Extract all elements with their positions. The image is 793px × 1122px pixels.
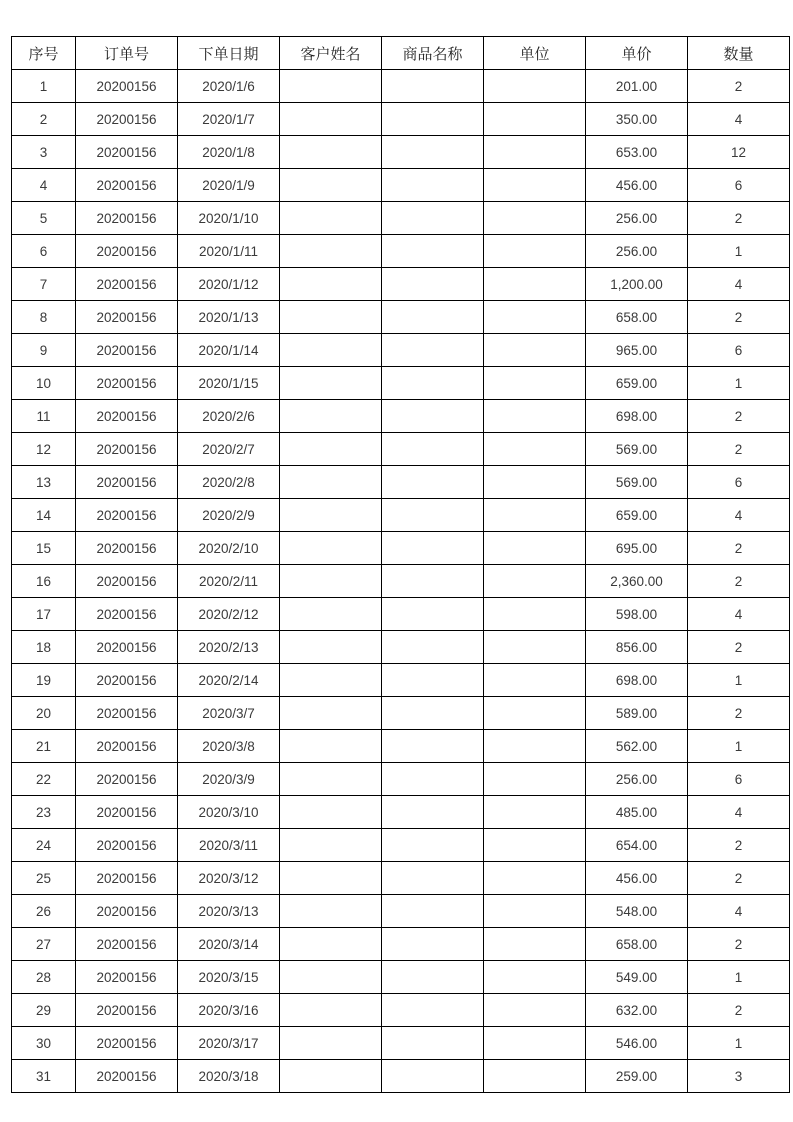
cell-unit-price: 658.00 (586, 301, 688, 334)
table-row (12, 70, 790, 103)
cell-order-no: 20200156 (76, 829, 178, 862)
cell-seq: 31 (12, 1060, 76, 1093)
cell-unit (484, 367, 586, 400)
header-quantity: 数量 (688, 37, 790, 70)
cell-quantity: 1 (688, 961, 790, 994)
cell-quantity: 4 (688, 499, 790, 532)
cell-product-name (382, 400, 484, 433)
cell-order-date: 2020/3/9 (178, 763, 280, 796)
cell-unit (484, 598, 586, 631)
cell-product-name (382, 961, 484, 994)
table-row (12, 565, 790, 598)
table-body (12, 70, 790, 1093)
cell-seq: 7 (12, 268, 76, 301)
cell-customer-name (280, 433, 382, 466)
cell-order-no: 20200156 (76, 334, 178, 367)
cell-unit (484, 796, 586, 829)
table-row (12, 796, 790, 829)
cell-customer-name (280, 499, 382, 532)
cell-order-date: 2020/1/7 (178, 103, 280, 136)
cell-order-no: 20200156 (76, 268, 178, 301)
cell-unit-price: 569.00 (586, 433, 688, 466)
cell-seq: 6 (12, 235, 76, 268)
cell-quantity: 6 (688, 466, 790, 499)
cell-order-date: 2020/1/13 (178, 301, 280, 334)
cell-product-name (382, 499, 484, 532)
cell-customer-name (280, 367, 382, 400)
cell-order-date: 2020/3/13 (178, 895, 280, 928)
table-row (12, 598, 790, 631)
cell-quantity: 4 (688, 895, 790, 928)
cell-quantity: 2 (688, 400, 790, 433)
cell-unit-price: 598.00 (586, 598, 688, 631)
cell-seq: 19 (12, 664, 76, 697)
cell-seq: 21 (12, 730, 76, 763)
cell-quantity: 3 (688, 1060, 790, 1093)
cell-customer-name (280, 994, 382, 1027)
cell-product-name (382, 763, 484, 796)
cell-quantity: 2 (688, 928, 790, 961)
cell-quantity: 2 (688, 433, 790, 466)
cell-order-date: 2020/1/14 (178, 334, 280, 367)
cell-order-no: 20200156 (76, 928, 178, 961)
cell-unit (484, 895, 586, 928)
table-row (12, 169, 790, 202)
cell-customer-name (280, 235, 382, 268)
cell-order-no: 20200156 (76, 664, 178, 697)
cell-seq: 17 (12, 598, 76, 631)
cell-order-no: 20200156 (76, 994, 178, 1027)
cell-order-no: 20200156 (76, 862, 178, 895)
cell-product-name (382, 70, 484, 103)
cell-product-name (382, 928, 484, 961)
cell-order-date: 2020/2/9 (178, 499, 280, 532)
cell-seq: 14 (12, 499, 76, 532)
cell-customer-name (280, 598, 382, 631)
table-row (12, 103, 790, 136)
cell-order-date: 2020/3/17 (178, 1027, 280, 1060)
cell-product-name (382, 895, 484, 928)
cell-seq: 13 (12, 466, 76, 499)
cell-product-name (382, 664, 484, 697)
cell-product-name (382, 202, 484, 235)
table-row (12, 1060, 790, 1093)
cell-unit (484, 664, 586, 697)
cell-seq: 22 (12, 763, 76, 796)
cell-quantity: 2 (688, 994, 790, 1027)
cell-unit-price: 562.00 (586, 730, 688, 763)
cell-seq: 1 (12, 70, 76, 103)
cell-unit-price: 589.00 (586, 697, 688, 730)
cell-seq: 11 (12, 400, 76, 433)
cell-order-date: 2020/3/14 (178, 928, 280, 961)
cell-customer-name (280, 763, 382, 796)
cell-order-no: 20200156 (76, 103, 178, 136)
cell-product-name (382, 169, 484, 202)
cell-seq: 26 (12, 895, 76, 928)
cell-order-no: 20200156 (76, 301, 178, 334)
cell-customer-name (280, 829, 382, 862)
cell-product-name (382, 268, 484, 301)
cell-order-no: 20200156 (76, 235, 178, 268)
cell-order-date: 2020/1/15 (178, 367, 280, 400)
orders-table (11, 36, 790, 1093)
cell-unit-price: 653.00 (586, 136, 688, 169)
cell-order-date: 2020/2/7 (178, 433, 280, 466)
cell-unit (484, 730, 586, 763)
cell-customer-name (280, 103, 382, 136)
cell-unit-price: 856.00 (586, 631, 688, 664)
table-row (12, 829, 790, 862)
cell-quantity: 1 (688, 235, 790, 268)
cell-unit-price: 256.00 (586, 202, 688, 235)
cell-unit-price: 1,200.00 (586, 268, 688, 301)
table-row (12, 466, 790, 499)
cell-unit-price: 659.00 (586, 367, 688, 400)
cell-quantity: 2 (688, 631, 790, 664)
cell-customer-name (280, 664, 382, 697)
table-row (12, 202, 790, 235)
cell-quantity: 2 (688, 202, 790, 235)
cell-quantity: 2 (688, 565, 790, 598)
cell-product-name (382, 136, 484, 169)
cell-seq: 10 (12, 367, 76, 400)
cell-unit (484, 202, 586, 235)
cell-unit (484, 136, 586, 169)
cell-product-name (382, 466, 484, 499)
cell-unit (484, 697, 586, 730)
cell-order-date: 2020/1/10 (178, 202, 280, 235)
cell-customer-name (280, 169, 382, 202)
cell-order-no: 20200156 (76, 367, 178, 400)
cell-customer-name (280, 862, 382, 895)
cell-order-no: 20200156 (76, 202, 178, 235)
cell-product-name (382, 994, 484, 1027)
cell-quantity: 6 (688, 763, 790, 796)
cell-product-name (382, 433, 484, 466)
cell-seq: 29 (12, 994, 76, 1027)
cell-unit (484, 631, 586, 664)
cell-unit-price: 350.00 (586, 103, 688, 136)
table-row (12, 268, 790, 301)
cell-unit (484, 235, 586, 268)
cell-unit (484, 103, 586, 136)
cell-customer-name (280, 334, 382, 367)
cell-order-no: 20200156 (76, 598, 178, 631)
cell-order-no: 20200156 (76, 466, 178, 499)
header-unit-price: 单价 (586, 37, 688, 70)
cell-unit-price: 256.00 (586, 763, 688, 796)
cell-customer-name (280, 532, 382, 565)
cell-seq: 30 (12, 1027, 76, 1060)
cell-seq: 2 (12, 103, 76, 136)
table-row (12, 235, 790, 268)
cell-order-no: 20200156 (76, 697, 178, 730)
table-row (12, 433, 790, 466)
cell-product-name (382, 697, 484, 730)
cell-customer-name (280, 730, 382, 763)
cell-seq: 25 (12, 862, 76, 895)
cell-unit-price: 2,360.00 (586, 565, 688, 598)
cell-order-date: 2020/3/7 (178, 697, 280, 730)
table-row (12, 367, 790, 400)
cell-unit (484, 1060, 586, 1093)
cell-unit-price: 632.00 (586, 994, 688, 1027)
cell-product-name (382, 598, 484, 631)
cell-quantity: 12 (688, 136, 790, 169)
cell-unit-price: 256.00 (586, 235, 688, 268)
cell-unit-price: 695.00 (586, 532, 688, 565)
cell-seq: 20 (12, 697, 76, 730)
cell-quantity: 2 (688, 301, 790, 334)
cell-seq: 18 (12, 631, 76, 664)
table-row (12, 400, 790, 433)
cell-unit-price: 456.00 (586, 169, 688, 202)
cell-order-date: 2020/2/8 (178, 466, 280, 499)
cell-unit (484, 334, 586, 367)
cell-unit (484, 862, 586, 895)
cell-order-date: 2020/2/13 (178, 631, 280, 664)
cell-unit (484, 466, 586, 499)
cell-customer-name (280, 565, 382, 598)
cell-unit-price: 965.00 (586, 334, 688, 367)
cell-quantity: 4 (688, 796, 790, 829)
cell-order-no: 20200156 (76, 499, 178, 532)
cell-customer-name (280, 961, 382, 994)
cell-unit (484, 400, 586, 433)
cell-product-name (382, 829, 484, 862)
cell-seq: 3 (12, 136, 76, 169)
cell-quantity: 2 (688, 829, 790, 862)
cell-customer-name (280, 301, 382, 334)
cell-order-no: 20200156 (76, 532, 178, 565)
cell-order-no: 20200156 (76, 400, 178, 433)
cell-unit (484, 268, 586, 301)
cell-quantity: 1 (688, 1027, 790, 1060)
table-row (12, 499, 790, 532)
cell-order-date: 2020/2/6 (178, 400, 280, 433)
cell-order-date: 2020/3/18 (178, 1060, 280, 1093)
cell-order-date: 2020/1/11 (178, 235, 280, 268)
cell-quantity: 1 (688, 730, 790, 763)
cell-customer-name (280, 697, 382, 730)
cell-order-no: 20200156 (76, 730, 178, 763)
header-unit: 单位 (484, 37, 586, 70)
cell-customer-name (280, 466, 382, 499)
cell-product-name (382, 103, 484, 136)
cell-seq: 5 (12, 202, 76, 235)
header-order-date: 下单日期 (178, 37, 280, 70)
header-product-name: 商品名称 (382, 37, 484, 70)
table-row (12, 1027, 790, 1060)
cell-order-no: 20200156 (76, 763, 178, 796)
cell-order-date: 2020/3/11 (178, 829, 280, 862)
cell-customer-name (280, 796, 382, 829)
cell-customer-name (280, 1027, 382, 1060)
cell-unit (484, 829, 586, 862)
cell-customer-name (280, 928, 382, 961)
cell-quantity: 6 (688, 334, 790, 367)
cell-quantity: 4 (688, 598, 790, 631)
cell-quantity: 2 (688, 862, 790, 895)
cell-unit (484, 499, 586, 532)
cell-seq: 9 (12, 334, 76, 367)
header-customer-name: 客户姓名 (280, 37, 382, 70)
cell-seq: 24 (12, 829, 76, 862)
cell-unit-price: 549.00 (586, 961, 688, 994)
cell-unit (484, 994, 586, 1027)
cell-quantity: 6 (688, 169, 790, 202)
cell-product-name (382, 1060, 484, 1093)
cell-customer-name (280, 70, 382, 103)
cell-order-date: 2020/2/14 (178, 664, 280, 697)
cell-seq: 27 (12, 928, 76, 961)
table-row (12, 928, 790, 961)
cell-order-no: 20200156 (76, 895, 178, 928)
table-row (12, 961, 790, 994)
cell-unit-price: 548.00 (586, 895, 688, 928)
cell-product-name (382, 334, 484, 367)
table-row (12, 730, 790, 763)
cell-customer-name (280, 268, 382, 301)
cell-order-date: 2020/1/12 (178, 268, 280, 301)
cell-quantity: 4 (688, 103, 790, 136)
cell-unit (484, 961, 586, 994)
cell-seq: 28 (12, 961, 76, 994)
cell-order-date: 2020/2/12 (178, 598, 280, 631)
cell-customer-name (280, 136, 382, 169)
cell-order-date: 2020/2/10 (178, 532, 280, 565)
cell-order-no: 20200156 (76, 70, 178, 103)
table-row (12, 136, 790, 169)
table-row (12, 895, 790, 928)
cell-order-no: 20200156 (76, 1060, 178, 1093)
table-row (12, 697, 790, 730)
header-order-no: 订单号 (76, 37, 178, 70)
cell-quantity: 2 (688, 532, 790, 565)
cell-unit (484, 433, 586, 466)
table-row (12, 631, 790, 664)
cell-order-no: 20200156 (76, 433, 178, 466)
cell-unit-price: 698.00 (586, 664, 688, 697)
cell-unit (484, 70, 586, 103)
cell-order-date: 2020/3/16 (178, 994, 280, 1027)
cell-product-name (382, 301, 484, 334)
cell-order-no: 20200156 (76, 169, 178, 202)
table-row (12, 334, 790, 367)
cell-order-date: 2020/2/11 (178, 565, 280, 598)
cell-product-name (382, 367, 484, 400)
cell-quantity: 1 (688, 664, 790, 697)
cell-unit-price: 698.00 (586, 400, 688, 433)
cell-unit-price: 546.00 (586, 1027, 688, 1060)
cell-order-no: 20200156 (76, 565, 178, 598)
cell-seq: 4 (12, 169, 76, 202)
cell-seq: 23 (12, 796, 76, 829)
cell-order-no: 20200156 (76, 631, 178, 664)
table-row (12, 994, 790, 1027)
cell-unit-price: 659.00 (586, 499, 688, 532)
cell-order-no: 20200156 (76, 961, 178, 994)
cell-unit (484, 301, 586, 334)
cell-product-name (382, 862, 484, 895)
cell-unit-price: 259.00 (586, 1060, 688, 1093)
cell-seq: 15 (12, 532, 76, 565)
cell-customer-name (280, 1060, 382, 1093)
table-row (12, 532, 790, 565)
table-row (12, 763, 790, 796)
cell-unit (484, 1027, 586, 1060)
cell-order-date: 2020/3/8 (178, 730, 280, 763)
cell-product-name (382, 1027, 484, 1060)
cell-product-name (382, 565, 484, 598)
cell-quantity: 4 (688, 268, 790, 301)
cell-product-name (382, 730, 484, 763)
cell-seq: 16 (12, 565, 76, 598)
cell-unit-price: 456.00 (586, 862, 688, 895)
cell-customer-name (280, 202, 382, 235)
header-row (12, 37, 790, 70)
cell-unit-price: 654.00 (586, 829, 688, 862)
cell-seq: 8 (12, 301, 76, 334)
cell-order-date: 2020/3/10 (178, 796, 280, 829)
cell-unit (484, 169, 586, 202)
cell-order-date: 2020/3/12 (178, 862, 280, 895)
cell-order-date: 2020/1/6 (178, 70, 280, 103)
cell-unit-price: 569.00 (586, 466, 688, 499)
cell-customer-name (280, 400, 382, 433)
cell-unit (484, 928, 586, 961)
table-row (12, 862, 790, 895)
cell-quantity: 2 (688, 70, 790, 103)
cell-unit-price: 201.00 (586, 70, 688, 103)
cell-unit (484, 763, 586, 796)
cell-unit (484, 565, 586, 598)
cell-customer-name (280, 895, 382, 928)
cell-order-date: 2020/1/8 (178, 136, 280, 169)
table-row (12, 301, 790, 334)
cell-seq: 12 (12, 433, 76, 466)
cell-order-date: 2020/1/9 (178, 169, 280, 202)
cell-order-no: 20200156 (76, 136, 178, 169)
cell-order-no: 20200156 (76, 1027, 178, 1060)
cell-product-name (382, 796, 484, 829)
cell-product-name (382, 631, 484, 664)
header-seq: 序号 (12, 37, 76, 70)
cell-unit-price: 658.00 (586, 928, 688, 961)
cell-customer-name (280, 631, 382, 664)
cell-order-no: 20200156 (76, 796, 178, 829)
cell-product-name (382, 235, 484, 268)
cell-unit (484, 532, 586, 565)
table-row (12, 664, 790, 697)
cell-product-name (382, 532, 484, 565)
cell-quantity: 1 (688, 367, 790, 400)
cell-quantity: 2 (688, 697, 790, 730)
cell-order-date: 2020/3/15 (178, 961, 280, 994)
cell-unit-price: 485.00 (586, 796, 688, 829)
